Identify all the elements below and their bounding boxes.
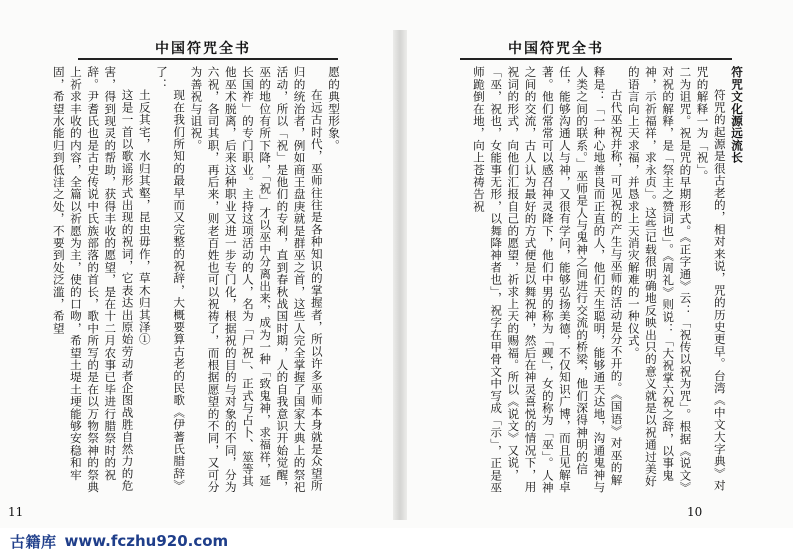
paragraph: 二为诅咒。祝是咒的早期形式。《正字通》云：「祝传以祝为咒」。根据《说文》对祝的解释，是「祭主之赞词也」。《周礼》则说：「大祝掌六祝之辞，以事鬼神，示祈福祥，求永贞」。这些记载很明确地反映出只的意义就是以祝通过美好的语言向上天求福，并恳求上天消灾解难的一种仪式。	[626, 66, 693, 494]
right-page-body	[471, 66, 745, 498]
site-watermark	[0, 528, 793, 554]
running-header: 中国符咒全书	[508, 41, 604, 57]
page-number: 11	[8, 505, 24, 519]
right-page	[405, 0, 793, 528]
paragraph: 在远古时代，巫师往往是各种知识的掌握者，所以许多巫师本身就是众望所归的统治者，例如商王盘庚就是群巫之首，这些人完全掌握了国家大典上的祭祀活动，所以「祝」是他们的专利，直到春秋战国时期，人的自我意识开始觉醒，巫的地位有所下降，「祝」才以巫中分离出来，成为一种「致鬼神，求福祥，延长国祚」的专门职业。主持这项活动的人，名为「尸祝」、正式与占卜、筮等其他巫术脱离，后来这种职业又进一步专门化，根据祝的目的与对象的不同，分为六祝，各司其职，再后来，则老百姓也可以祝祷了，而根据愿望的不同，又可分为善祝与诅祝。	[189, 66, 324, 493]
site-url[interactable]: www.fczhu920.com	[64, 532, 229, 550]
paragraph: 这是一首以歌谣形式出现的祝词，它表达出原始劳动者企图战胜自然力的危害，得到现灵的帮助，获得丰收的愿望，是在十二月农事已毕进行腊祭时的祝辞。尹耆氏也是古史传说中氏族部落的首长，歌中所写的是在以万物祭神的祭典上祈求丰收的内容，全篇以祈愿为主，使的口吻，希望土堤土埂能够安稳和牢固，希望水能归到低洼之处，不要到处泛滥，希望	[51, 66, 135, 493]
paragraph: 符咒的起源是很古老的，相对来说，咒的历史更早。台湾《中文大字典》对咒的解释一为「祝」。	[695, 66, 727, 492]
quoted-verse: 土反其宅，水归其壑，昆虫毋作，草木归其泽①	[137, 89, 152, 346]
paragraph: 愿的典型形象。	[327, 66, 341, 152]
paragraph: 古代巫祝并称，可见祝的产生与巫师的活动是分不开的。《国语》对巫的解释是：「一种心地善良而正直的人，他们天生聪明，能够通天达地，沟通鬼神与人类之间的联系。」巫师是人与鬼神之间进行交流的桥梁，他们深得神明的信任，能够沟通人与神，又很有学问，能够弘扬美德，不仅知识广博，而且见解卓著。他们常常可以感召神灵降下，他们中男的称为「觋」，女的称为「巫」。人神之间的交流，古人认为最好的方式便是以舞祝神，然后在神灵喜悦的情况下，用祝词的形式，向他们汇报自己的愿望，祈求上天的赐福。所以《说文》又说，「巫，祝也，女能事无形，以舞降神者也」，祝字在甲骨文中写成「示」，正是巫师跪倒在地，向上苍祷告祝	[471, 66, 624, 494]
paragraph: 现在我们所知的最早而又完整的祝辞，大概要算古老的民歌《伊蓍氏腊辞》了：	[154, 66, 187, 492]
left-page	[0, 0, 392, 528]
header-rule	[78, 58, 338, 60]
left-page-body	[51, 66, 342, 498]
site-name: 古籍库	[10, 532, 57, 551]
running-header: 中国符咒全书	[155, 41, 251, 57]
section-heading: 符咒文化源远流长	[730, 66, 744, 164]
header-rule	[460, 58, 732, 60]
page-number: 10	[687, 505, 703, 519]
